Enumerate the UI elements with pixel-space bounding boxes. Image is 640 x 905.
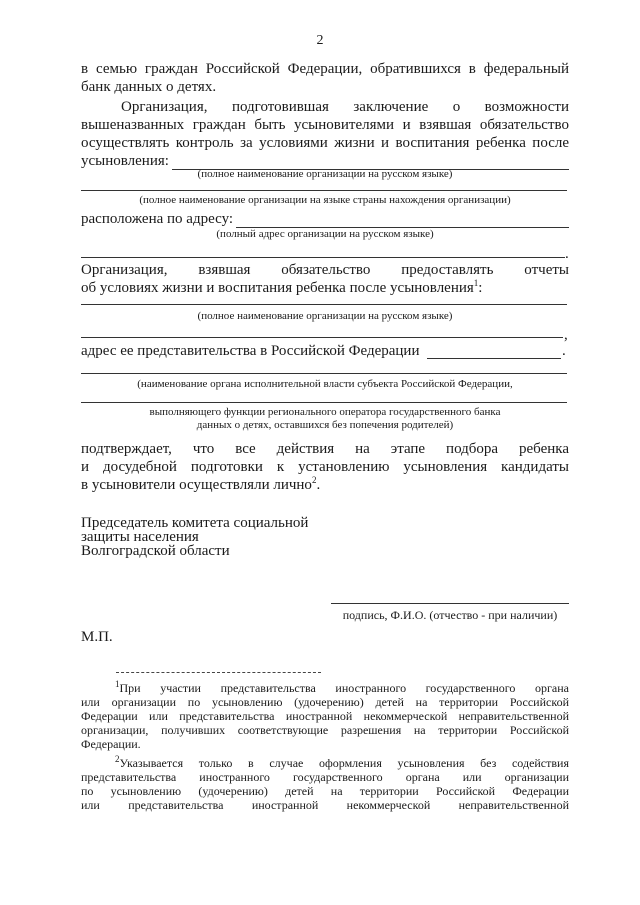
para3-line2-text: об условиях жизни и воспитания ребенка после усыновления <box>81 280 474 296</box>
signature-caption: подпись, Ф.И.О. (отчество - при наличии) <box>342 608 558 622</box>
org-name-ru-2-blank[interactable] <box>81 304 567 305</box>
signatory-line3: Волгоградской области <box>81 543 230 559</box>
caption-exec-body-3: данных о детях, оставшихся без попечения родителей) <box>196 419 454 431</box>
signatory-line2: защиты населения <box>81 529 199 545</box>
org-address-blank[interactable] <box>236 213 569 228</box>
org-address-continued-blank[interactable] <box>81 257 565 258</box>
footnote1-line3: Федерации или представительства иностранной некоммерческой неправительственной <box>81 709 569 723</box>
footnote1-number: 1 <box>115 679 120 689</box>
para4-line2: и досудебной подготовки к установлению усыновления кандидаты <box>81 459 569 475</box>
para3-line2 <box>81 279 569 297</box>
org-address-field[interactable] <box>81 210 569 228</box>
caption-org-address-ru: (полный адрес организации на русском языке) <box>216 228 434 240</box>
para2-line4: усыновления: <box>81 153 169 169</box>
footnote-ref-2[interactable]: 2 <box>311 475 317 485</box>
representation-label: адрес ее представительства в Российской Федерации <box>81 343 420 359</box>
representation-address-blank[interactable] <box>427 358 561 359</box>
footnote2-line1 <box>81 754 569 770</box>
caption-org-name-ru-2: (полное наименование организации на русском языке) <box>197 310 453 322</box>
caption-org-name-ru: (полное наименование организации на русском языке) <box>197 168 453 180</box>
caption-exec-body-1: (наименование органа исполнительной власти субъекта Российской Федерации, <box>137 378 513 390</box>
stamp-place: М.П. <box>81 629 113 645</box>
exec-body-blank[interactable] <box>81 373 567 374</box>
org-name-country-blank[interactable] <box>81 190 567 191</box>
para2-line1: Организация, подготовившая заключение о возможности <box>121 99 569 115</box>
footnote2-line3: по усыновлению (удочерению) детей на территории Российской Федерации <box>81 784 569 798</box>
footnote1-line2: или организации по усыновлению (удочерению) детей на территории Российской <box>81 695 569 709</box>
caption-exec-body-2: выполняющего функции регионального оператора государственного банка <box>149 406 501 418</box>
para3-line1: Организация, взявшая обязательство предоставлять отчеты <box>81 262 569 278</box>
footnote2-line1-text: Указывается только в случае оформления усыновления без содействия <box>119 756 569 770</box>
caption-org-name-country: (полное наименование организации на языке страны нахождения организации) <box>139 194 511 206</box>
footnote-ref-1[interactable]: 1 <box>473 278 479 288</box>
footnote1-line4: организации, получивших соответствующие разрешения на территории Российской <box>81 723 569 737</box>
address-label: расположена по адресу: <box>81 211 234 227</box>
para1-line2: банк данных о детях. <box>81 79 217 95</box>
footnote1-line1 <box>81 679 569 695</box>
para4-line3-text: в усыновители осуществляли лично <box>81 477 312 493</box>
para3-colon: : <box>478 280 483 296</box>
para4-line1: подтверждает, что все действия на этапе подбора ребенка <box>81 441 569 457</box>
para2-line2: вышеназванных граждан быть усыновителями и взявшая обязательство <box>81 117 569 133</box>
para4-end: . <box>316 477 321 493</box>
signatory-line1: Председатель комитета социальной <box>81 515 309 531</box>
footnote-separator <box>116 672 321 673</box>
footnote2-number: 2 <box>115 754 120 764</box>
representation-period: . <box>562 343 566 359</box>
footnote2-line2: представительства иностранного государственного органа или организации <box>81 770 569 784</box>
footnote1-line1-text: При участии представительства иностранного государственного органа <box>119 681 569 695</box>
exec-body-continued-blank[interactable] <box>81 402 567 403</box>
org-name-2-continued-blank[interactable] <box>81 337 563 338</box>
address-period: . <box>565 246 569 262</box>
footnote2-line4: или представительства иностранной некоммерческой неправительственной <box>81 798 569 812</box>
para1-line1: в семью граждан Российской Федерации, обратившихся в федеральный <box>81 61 569 77</box>
signature-blank[interactable] <box>331 603 569 604</box>
page-number: 2 <box>316 33 324 48</box>
org-name-2-comma: , <box>564 327 568 343</box>
para4-line3 <box>81 476 569 494</box>
footnote1-line5: Федерации. <box>81 737 141 751</box>
para2-line3: осуществлять контроль за условиями жизни и воспитания ребенка после <box>81 135 569 151</box>
